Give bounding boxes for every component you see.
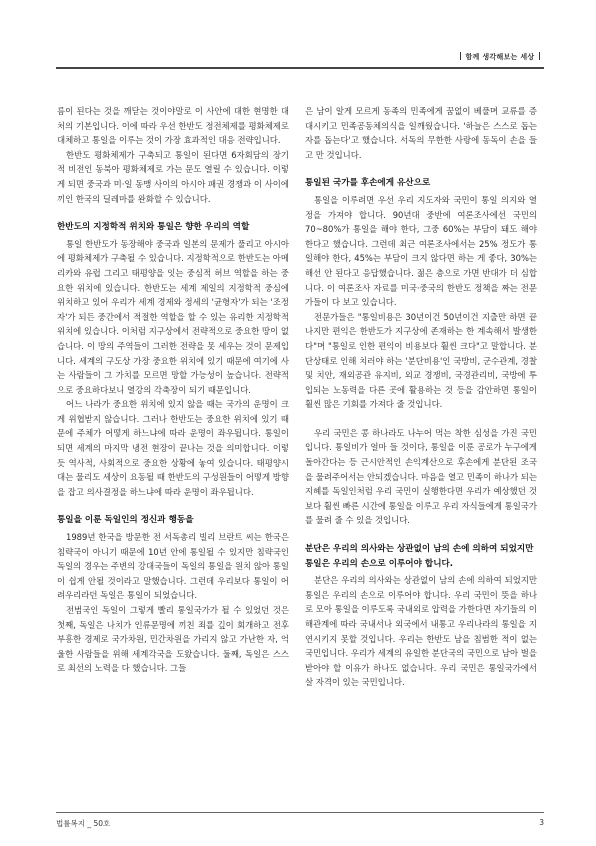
title-bar-left <box>460 52 462 60</box>
section-heading: 한반도의 지정학적 위치와 통일은 향한 우리의 역할 <box>57 222 250 233</box>
left-column <box>57 104 289 676</box>
right-column <box>305 104 537 690</box>
header-rule <box>56 67 544 69</box>
page-footer <box>56 812 544 828</box>
paragraph: 우리 국민은 콩 하나라도 나누어 먹는 착한 심성을 가진 국민입니다. 통일비가 얼마 들 것이다, 통일을 이룬 공로가 누구에게 돌아간다는 등 근시안적인 손익계산으로 후손에게 분단된 조국을 물려주어서는 안되겠습니다. 마음을 열고 민족이 하나가 되는 지혜를 독일인처럼 우리 국민이 실행한다면 우리가 예상했던 것보다 훨씬 빠른 시간에 통일을 이루고 우리 자식들에게 통일국가를 물려 줄 수 있을 것입니다. <box>305 427 537 526</box>
paragraph: 통일을 이루려면 우선 우리 지도자와 국민이 통일 의지와 열정을 가져야 합니다. 90년대 중반에 여론조사에선 국민의 70~80%가 통일을 해야 한다, 그중 60%는 부담이 돼도 해야 한다고 했습니다. 그런데 최근 여론조사에서는 25% 정도가 통일해야 한다, 45%는 부담이 크지 않다면 하는 게 좋다, 30%는 해선 안 된다고 응답했습니다. 젊은 층으로 가면 반대가 더 심합니다. 이 여론조사 자료를 미국·중국의 한반도 정책을 짜는 전문가들이 다 보고 있습니다. <box>305 194 537 308</box>
paragraph: 름이 된다는 것을 깨닫는 것이야말로 이 사안에 대한 현명한 대처의 기본입니다. 이에 따라 우선 한반도 정전체제를 평화체제로 대체하고 통일을 이루는 것이 가장 효과적인 대응 전략입니다. <box>57 106 289 146</box>
page-header <box>0 0 596 76</box>
paragraph: 한반도 평화체제가 구축되고 통일이 된다면 6자회담의 장기적 비전인 동북아 평화체제로 가는 문도 열릴 수 있습니다. 이렇게 되면 중국과 미·일 동맹 사이의 아시아 패권 경쟁과 이 사이에 끼인 한국의 딜레마를 완화할 수 있습니다. <box>57 149 289 204</box>
paragraph: 은 남이 알게 모르게 동족의 민족에게 꿈없이 베풀며 교류를 증대시키고 민족공동체의식을 일깨웠습니다. '하늘은 스스로 돕는 자를 돕는다'고 했습니다. 서독의 무한한 사랑에 동독이 손을 들고 만 것입니다. <box>305 106 537 160</box>
section-title <box>456 52 544 62</box>
paragraph: 어느 나라가 중요한 위치에 있지 않을 때는 국가의 운명이 크게 위협받지 않습니다. 그러나 한반도는 중요한 위치에 있기 때문에 주체가 어떻게 하느냐에 따라 운명이 좌우됩니다. 통일이 되면 세계의 마지막 냉전 현장이 끝나는 것을 의미합니다. 이렇듯 역사적, 사회적으로 중요한 상황에 놓여 있습니다. 태평양시대는 물리도 세상이 요동될 때 한반도의 구성원들이 어떻게 방향을 잡고 의사결정을 하느냐에 따라 운명이 좌우됩니다. <box>57 399 289 497</box>
footer-rule <box>56 812 544 813</box>
paragraph: 분단은 우리의 의사와는 상관없이 남의 손에 의하여 되었지만 통일은 우리의 손으로 이루어야 합니다. 우리 국민이 뜻을 하나로 모아 통일을 이루도록 국내외로 압력을 가한다면 자기들의 이해관계에 따라 국내서나 외국에서 내통고 우리나라의 통일을 지연시키지 못할 것입니다. 우리는 한반도 남을 침범한 적이 없는 국민입니다. 우리가 세계의 유일한 분단국의 국민으로 남아 벌을 받아야 할 이유가 하나도 없습니다. 우리 국민은 통일국가에서 살 자격이 있는 국민입니다. <box>305 575 537 688</box>
section-heading: 분단은 우리의 의사와는 상관없이 남의 손에 의하여 되었지만 통일은 우리의 손으로 이루어야 합니다. <box>305 544 534 569</box>
section-heading: 통일을 이룬 독일인의 정신과 행동을 <box>57 515 194 526</box>
footer-publication: 법률복지 _ 50호 <box>56 819 111 828</box>
paragraph: 전문가들은 "통일비용은 30년이건 50년이건 지출만 하면 끝나지만 편익은 한반도가 지구상에 존재하는 한 계속해서 발생한다"며 "통일로 인한 편익이 비용보다 훨씬 크다"고 말합니다. 분단상태로 인해 치러야 하는 '분단비용'인 국방비, 군수관계, 경찰 및 치안, 재외공관 유지비, 외교 경쟁비, 국경관리비, 국방에 투입되는 노동력을 다른 곳에 활용하는 것 등을 감안하면 통일이 훨씬 많은 기회를 가져다 줄 것입니다. <box>305 311 537 410</box>
title-bar-right <box>539 52 541 60</box>
paragraph: 통일 한반도가 동장해야 중국과 일본의 문제가 풀리고 아시아에 평화체제가 구축될 수 있습니다. 지정학적으로 한반도는 아메리카와 유럽 그리고 태평양을 잇는 중심적 허브 역할을 하는 중요한 위치에 있습니다. 한반도는 세계 제일의 지정학적 중심에 위치하고 있어 우리가 세계 경제와 정세의 '균형자'가 되는 '조정자'가 되든 중간에서 적절한 역할을 할 수 있는 유리한 지정학적 위치에 있습니다. 이처럼 지구상에서 전략적으로 중요한 땅이 없습니다. 이 땅의 주역들이 그러한 전략을 못 세우는 것이 문제입니다. 세계의 구도상 가장 중요한 위치에 있기 때문에 여기에 사는 사람들이 그 가치를 모르면 망할 가능성이 높습니다. 전략적으로 중요하다보니 열강의 각축장이 되기 때문입니다. <box>57 238 289 395</box>
page-number: 3 <box>539 818 544 827</box>
section-title-text: 함께 생각해보는 세상 <box>465 53 535 61</box>
paragraph: 1989년 한국을 방문한 전 서독총리 빌리 브란트 씨는 한국은 침략국이 아니기 때문에 10년 안에 통일될 수 있지만 침략국인 독일의 경우는 주변의 강대국들이 독일의 통일을 원치 않아 통일이 쉽게 안될 것이라고 말했습니다. 그런데 우리보다 통일이 어려우리라던 독일은 통일이 되었습니다. <box>57 532 289 601</box>
paragraph: 전범국인 독일이 그렇게 빨리 통일국가가 될 수 있었던 것은 첫째, 독일은 나치가 인류문명에 끼친 죄를 깊이 회개하고 전후 부흥한 경제로 국가차원, 민간차원을 가리지 않고 가난한 자, 억울한 사람들을 위해 세계각국을 도왔습니다. 둘째, 독일은 스스로 최선의 노력을 다 했습니다. 그들 <box>57 605 289 674</box>
section-heading: 통일된 국가를 후손에게 유산으로 <box>305 178 431 189</box>
